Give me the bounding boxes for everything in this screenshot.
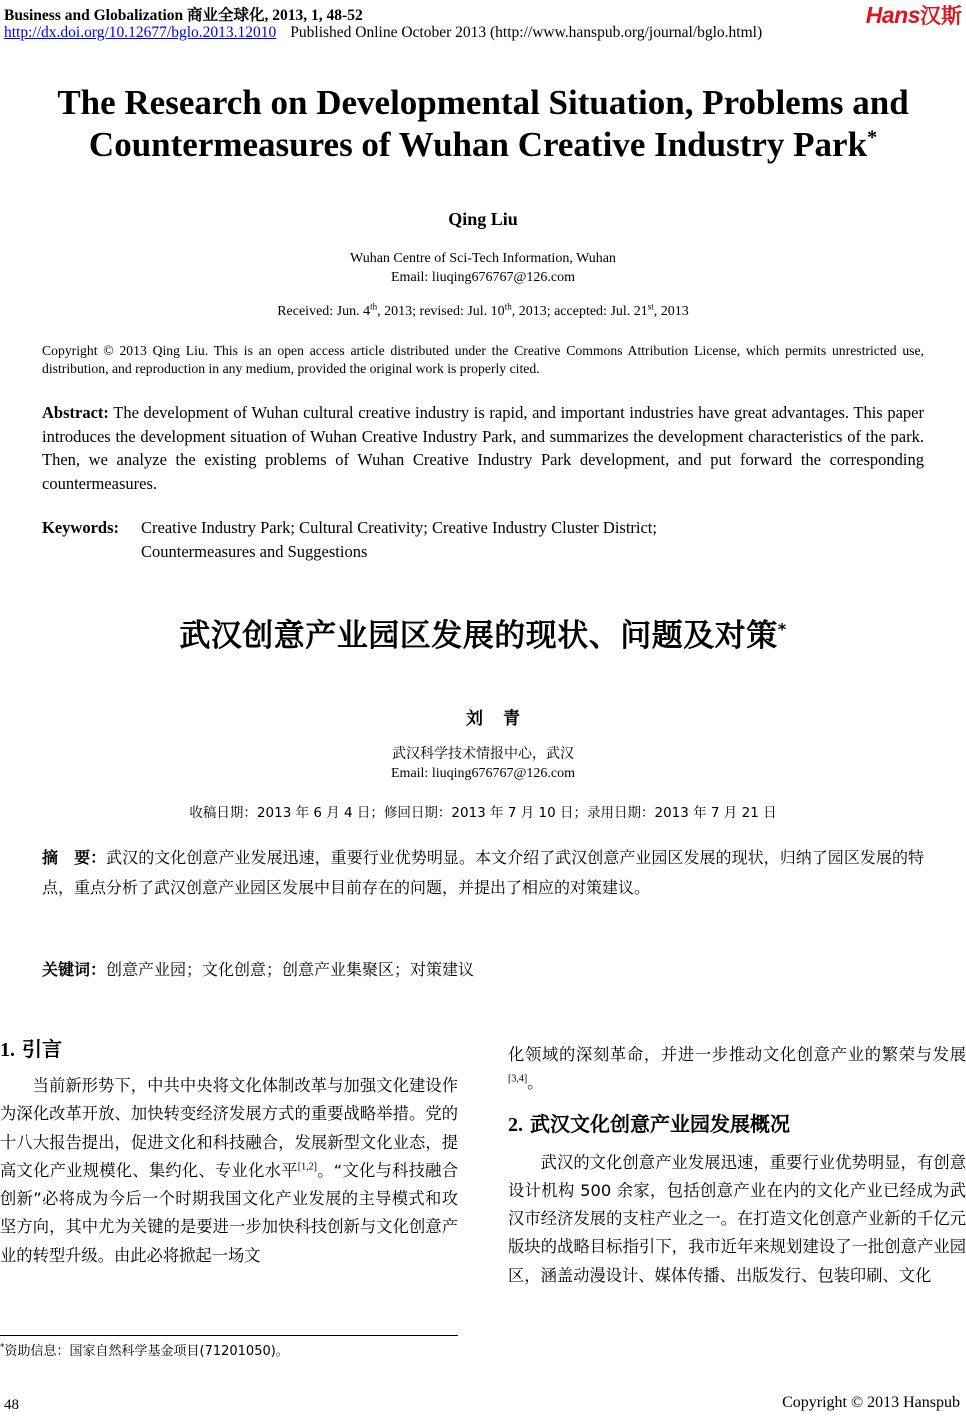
title-cn-text: 武汉创意产业园区发展的现状、问题及对策 [179, 618, 778, 654]
section-2-paragraph: 武汉的文化创意产业发展迅速，重要行业优势明显，有创意设计机构 500 余家，包括创意产业在内的文化产业已经成为武汉市经济发展的支柱产业之一。在打造文化创意产业新的千亿元版块的战略目标指引下，我市近年来规划建设了一批创意产业园区，涵盖动漫设计、媒体传播、出版发行、包装印刷、文化 [508, 1152, 966, 1285]
section-1-text-end: 。 [527, 1073, 544, 1093]
abstract-en-text: The development of Wuhan cultural creative industry is rapid, and important industries have great advantages. This paper introduces the development situation of Wuhan Creative Industry Park, and summarizes the development characteristics of the park. Then, we analyze the existing problems of Wuhan Creative Industry Park development, and put forward the corresponding countermeasures. [42, 403, 924, 493]
received-date: Received: Jun. 4 [277, 304, 371, 319]
footnote-mark: * [0, 1342, 5, 1353]
affiliation-cn [0, 744, 966, 784]
revised-sup: th [504, 301, 512, 312]
keywords-en-line1: Creative Industry Park; Cultural Creativity; Creative Industry Cluster District; [141, 518, 657, 537]
revised-date: , 2013; revised: Jul. 10 [377, 304, 505, 319]
section-1-heading [0, 1035, 458, 1064]
abstract-cn-label: 摘 要： [42, 848, 107, 867]
abstract-en-label: Abstract: [42, 403, 109, 422]
keywords-en-line2: Countermeasures and Suggestions [141, 542, 368, 561]
keywords-cn-text: 创意产业园；文化创意；创意产业集聚区；对策建议 [106, 960, 475, 979]
section-1-number: 1. [0, 1039, 15, 1061]
title-cn-footnote-mark: * [777, 619, 787, 639]
paper-title-cn [0, 610, 966, 655]
section-1-title: 引言 [21, 1037, 62, 1061]
footer-copyright: Copyright © 2013 Hanspub [782, 1394, 960, 1411]
affiliation-en [0, 249, 966, 287]
footnote-divider [0, 1335, 458, 1336]
abstract-en [42, 401, 924, 495]
affiliation-en-text: Wuhan Centre of Sci-Tech Information, Wuhan [350, 251, 616, 266]
dates-cn: 收稿日期：2013 年 6 月 4 日；修回日期：2013 年 7 月 10 日；录用日期：2013 年 7 月 21 日 [189, 805, 777, 821]
copyright-notice: Copyright © 2013 Qing Liu. This is an open access article distributed under the Creative Commons Attribution License, which permits unrestricted use, distribution, and reproduction in any medium, provided the original work is properly cited. [42, 343, 924, 376]
publication-info [4, 24, 762, 42]
section-2-title: 武汉文化创意产业园发展概况 [529, 1111, 790, 1136]
keywords-en-label: Keywords: [42, 518, 119, 537]
journal-citation: Business and Globalization 商业全球化, 2013, 1, 48-52 [4, 7, 363, 24]
section-1-paragraph [0, 1072, 458, 1270]
hans-logo [866, 0, 962, 30]
doi-link[interactable]: http://dx.doi.org/10.12677/bglo.2013.12010 [4, 24, 277, 41]
body-column-right [508, 1041, 966, 1290]
section-1-continuation [508, 1041, 966, 1098]
author-name-cn: 刘青 [466, 709, 540, 729]
accepted-date: , 2013; accepted: Jul. 21 [511, 304, 648, 319]
dates-tail: , 2013 [653, 304, 689, 319]
section-2-number: 2. [508, 1113, 523, 1136]
email-cn: Email: liuqing676767@126.com [391, 766, 575, 781]
title-en-line1: The Research on Developmental Situation, Problems and [57, 83, 909, 122]
footnote-text: 资助信息：国家自然科学基金项目(71201050)。 [4, 1344, 289, 1359]
dates-en [0, 301, 966, 320]
keywords-cn [42, 956, 924, 984]
section-1-text-b: 。“文化与科技融合创新”必将成为今后一个时期我国文化产业发展的主导模式和攻坚方向，其中尤为关键的是要进一步加快科技创新与文化创意产业的转型升级。由此必将掀起一场文 [0, 1160, 458, 1265]
abstract-cn [42, 843, 924, 903]
citation-1-2: [1,2] [297, 1161, 317, 1173]
keywords-cn-label: 关键词： [42, 960, 107, 979]
title-en-line2-text: Countermeasures of Wuhan Creative Industry Park [88, 125, 868, 164]
author-name-en: Qing Liu [448, 209, 518, 229]
body-column-left [0, 1035, 458, 1270]
title-en-line2 [0, 124, 966, 166]
abstract-cn-text: 武汉的文化创意产业发展迅速，重要行业优势明显。本文介绍了武汉创意产业园区发展的现状，归纳了园区发展的特点，重点分析了武汉创意产业园区发展中目前存在的问题，并提出了相应的对策建议。 [42, 848, 924, 897]
keywords-en [42, 516, 924, 564]
funding-footnote [0, 1340, 289, 1359]
accepted-sup: st [647, 301, 654, 312]
received-sup: th [370, 301, 378, 312]
section-1-text-c: 化领域的深刻革命，并进一步推动文化创意产业的繁荣与发展 [508, 1045, 966, 1064]
published-online-text: Published Online October 2013 (http://www.hanspub.org/journal/bglo.html) [290, 24, 763, 41]
logo-cn: 汉斯 [920, 4, 962, 28]
section-2-heading [508, 1110, 966, 1139]
affiliation-cn-text: 武汉科学技术情报中心，武汉 [392, 746, 574, 762]
citation-3-4: [3,4] [508, 1073, 528, 1085]
paper-title-en [0, 82, 966, 166]
email-en: Email: liuqing676767@126.com [391, 270, 575, 285]
title-footnote-mark: * [867, 126, 878, 149]
section-1-text-a: 当前新形势下，中共中央将文化体制改革与加强文化建设作为深化改革开放、加快转变经济发展方式的重要战略举措。党的十八大报告提出，促进文化和科技融合，发展新型文化业态，提高文化产业规模化、集约化、专业化水平 [0, 1076, 458, 1180]
page-number: 48 [4, 1397, 19, 1413]
logo-latin: Hans [865, 2, 920, 28]
